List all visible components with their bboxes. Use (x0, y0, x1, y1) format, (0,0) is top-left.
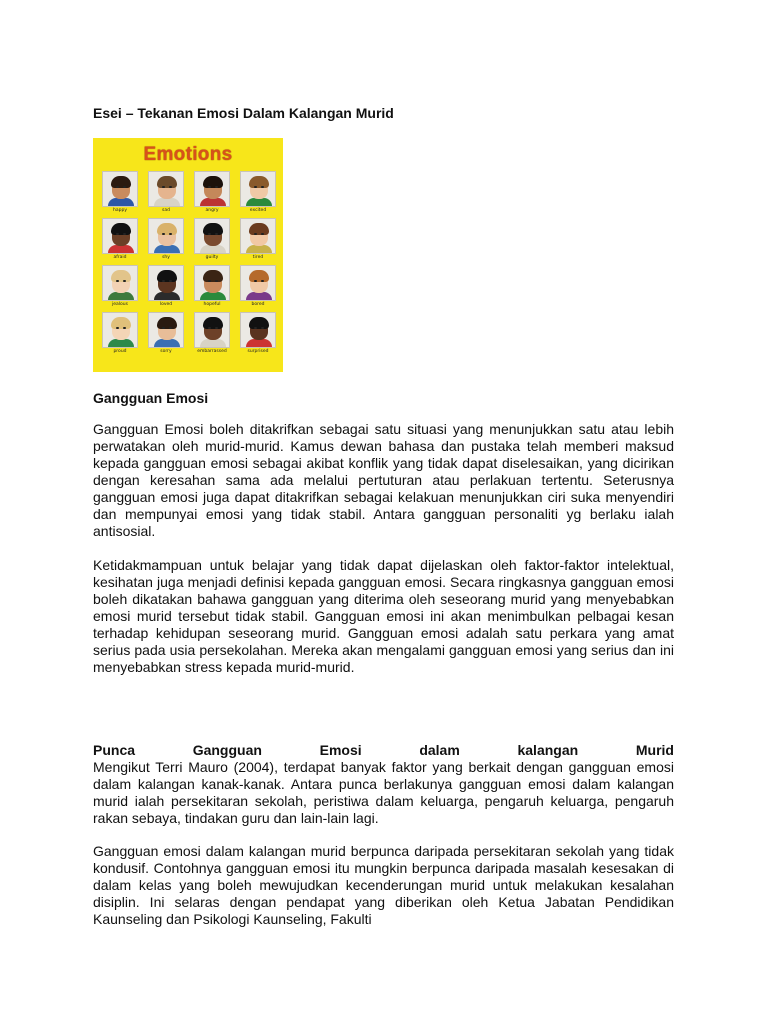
face-caption: guilty (205, 255, 219, 260)
face-tile-hopeful (194, 265, 230, 309)
face-caption: shy (162, 255, 170, 260)
heading-word: dalam (419, 742, 460, 758)
child-face-photo (102, 312, 138, 348)
child-face-photo (240, 171, 276, 207)
document-title: Esei – Tekanan Emosi Dalam Kalangan Murid (93, 105, 394, 121)
face-caption: bored (251, 302, 265, 307)
child-face-photo (148, 265, 184, 301)
poster-title: Emotions (143, 144, 233, 165)
face-tile-guilty (194, 218, 230, 262)
paragraph-learning-disability: Ketidakmampuan untuk belajar yang tidak dapat dijelaskan oleh faktor-faktor intelektual, kesihatan juga menjadi definisi kepada gangguan emosi. Secara ringkasnya gangguan emosi boleh dikatakan bahawa gangguan yang diterima oleh seseorang murid yang menyebabkan emosi murid tersebut tidak stabil. Gangguan emosi ini akan menimbulkan pelbagai kesan terhadap kehidupan seseorang murid. Gangguan emosi adalah satu perkara yang amat serius pada usia persekolahan. Mereka akan mengalami gangguan emosi yang serius dan ini menyebabkan stress kepada murid-murid. (93, 557, 674, 675)
face-tile-jealous (102, 265, 138, 309)
child-face-photo (194, 171, 230, 207)
heading-word: Murid (635, 742, 674, 758)
face-caption: happy (113, 208, 127, 213)
child-face-photo (194, 265, 230, 301)
face-caption: sad (162, 208, 170, 213)
heading-word: Emosi (319, 742, 362, 758)
face-tile-shy (148, 218, 184, 262)
face-tile-loved (148, 265, 184, 309)
section-heading-punca (93, 742, 674, 759)
child-face-photo (240, 312, 276, 348)
child-face-photo (240, 218, 276, 254)
face-tile-embarrassed (194, 312, 230, 356)
child-face-photo (240, 265, 276, 301)
face-tile-sad (148, 171, 184, 215)
emotions-poster-image (93, 138, 283, 372)
face-caption: loved (159, 302, 173, 307)
face-caption: afraid (113, 255, 127, 260)
child-face-photo (102, 171, 138, 207)
face-caption: excited (249, 208, 267, 213)
face-caption: hopeful (203, 302, 221, 307)
face-tile-happy (102, 171, 138, 215)
face-caption: tired (252, 255, 264, 260)
child-face-photo (194, 218, 230, 254)
paragraph-terri-mauro: Mengikut Terri Mauro (2004), terdapat banyak faktor yang berkait dengan gangguan emosi dalam kalangan kanak-kanak. Antara punca berlakunya gangguan emosi dalam kalangan murid ialah persekitaran sekolah, peristiwa dalam keluarga, pengaruh keluarga, pengaruh rakan sebaya, tindakan guru dan lain-lain lagi. (93, 759, 674, 826)
child-face-photo (102, 265, 138, 301)
paragraph-definition: Gangguan Emosi boleh ditakrifkan sebagai satu situasi yang menunjukkan satu atau lebih perwatakan oleh murid-murid. Kamus dewan bahasa dan pustaka telah memberi maksud kepada gangguan emosi sebagai akibat konflik yang tidak dapat diselesaikan, yang dicirikan dengan keresahan sama ada melalui pertuturan atau perlakuan tertentu. Seterusnya gangguan emosi juga dapat ditakrifkan sebagai kelakuan menunjukkan ciri suka menyendiri dan mempunyai emosi yang tidak stabil. Antara gangguan personaliti yg berlaku ialah antisosial. (93, 421, 674, 539)
face-tile-bored (240, 265, 276, 309)
heading-word: Gangguan (192, 742, 262, 758)
face-tile-angry (194, 171, 230, 215)
face-tile-excited (240, 171, 276, 215)
face-tile-proud (102, 312, 138, 356)
child-face-photo (102, 218, 138, 254)
paragraph-school-environment: Gangguan emosi dalam kalangan murid berpunca daripada persekitaran sekolah yang tidak kondusif. Contohnya gangguan emosi itu mungkin berpunca daripada masalah kesesakan di dalam kelas yang boleh mewujudkan kecenderungan murid untuk melakukan kesalahan disiplin. Ini selaras dengan pendapat yang diberikan oleh Ketua Jabatan Pendidikan Kaunseling dan Psikologi Kaunseling, Fakulti (93, 843, 674, 927)
face-caption: proud (113, 349, 127, 354)
heading-word: kalangan (517, 742, 579, 758)
child-face-photo (148, 218, 184, 254)
face-caption: embarrassed (197, 349, 227, 354)
face-tile-afraid (102, 218, 138, 262)
face-caption: jealous (112, 302, 128, 307)
section-heading-gangguan-emosi: Gangguan Emosi (93, 390, 209, 406)
face-caption: sorry (160, 349, 172, 354)
child-face-photo (194, 312, 230, 348)
face-tile-tired (240, 218, 276, 262)
face-tile-sorry (148, 312, 184, 356)
heading-word: Punca (93, 742, 136, 758)
face-tile-surprised (240, 312, 276, 356)
face-caption: angry (205, 208, 219, 213)
child-face-photo (148, 312, 184, 348)
child-face-photo (148, 171, 184, 207)
face-caption: surprised (247, 349, 269, 354)
